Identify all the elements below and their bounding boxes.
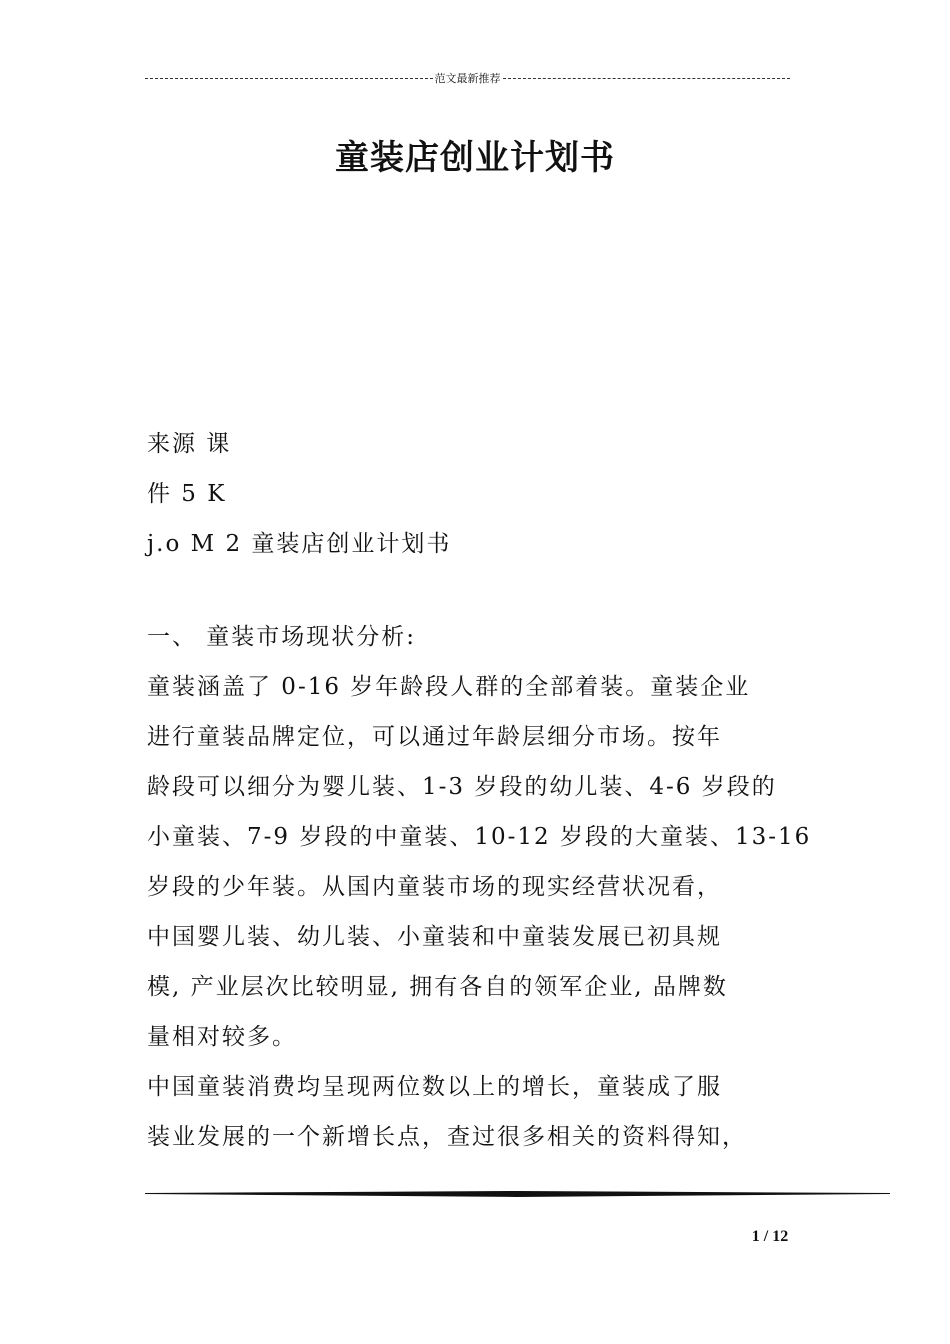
paragraph-line: 中国婴儿装、幼儿装、小童装和中童装发展已初具规 [147, 924, 722, 950]
header-label: 范文最新推荐 [434, 72, 501, 85]
paragraph-line: 进行童装品牌定位，可以通过年龄层细分市场。按年 [147, 724, 722, 750]
page-number [720, 1228, 820, 1246]
paragraph-line: 小童装、7-9 岁段的中童装、10-12 岁段的大童装、13-16 [147, 824, 812, 850]
paragraph-line: 模, 产业层次比较明显, 拥有各自的领军企业, 品牌数 [147, 974, 728, 1000]
page-header [145, 68, 790, 88]
page-separator: / [759, 1228, 773, 1245]
meta-line: 件 5 K [147, 481, 227, 507]
page-total: 12 [772, 1228, 789, 1245]
header-dash-left [145, 78, 433, 79]
meta-line: 来源 课 [147, 431, 232, 457]
footer-rule [145, 1191, 890, 1197]
meta-line: j.o M 2 童装店创业计划书 [147, 531, 452, 557]
header-dash-right [503, 78, 791, 79]
document-title: 童装店创业计划书 [335, 138, 615, 178]
paragraph-line: 龄段可以细分为婴儿装、1-3 岁段的幼儿装、4-6 岁段的 [147, 774, 777, 800]
paragraph-line: 量相对较多。 [147, 1024, 297, 1050]
paragraph-line: 装业发展的一个新增长点，查过很多相关的资料得知， [147, 1124, 747, 1150]
page-current: 1 [751, 1228, 760, 1245]
section-heading: 一、 童装市场现状分析: [147, 624, 417, 650]
footer-rule-graphic [145, 1191, 890, 1197]
source-meta [147, 419, 827, 569]
paragraph-line: 中国童装消费均呈现两位数以上的增长，童装成了服 [147, 1074, 722, 1100]
paragraph-line: 童装涵盖了 0-16 岁年龄段人群的全部着装。童装企业 [147, 674, 751, 700]
document-body [147, 612, 812, 1162]
paragraph-line: 岁段的少年装。从国内童装市场的现实经营状况看， [147, 874, 722, 900]
